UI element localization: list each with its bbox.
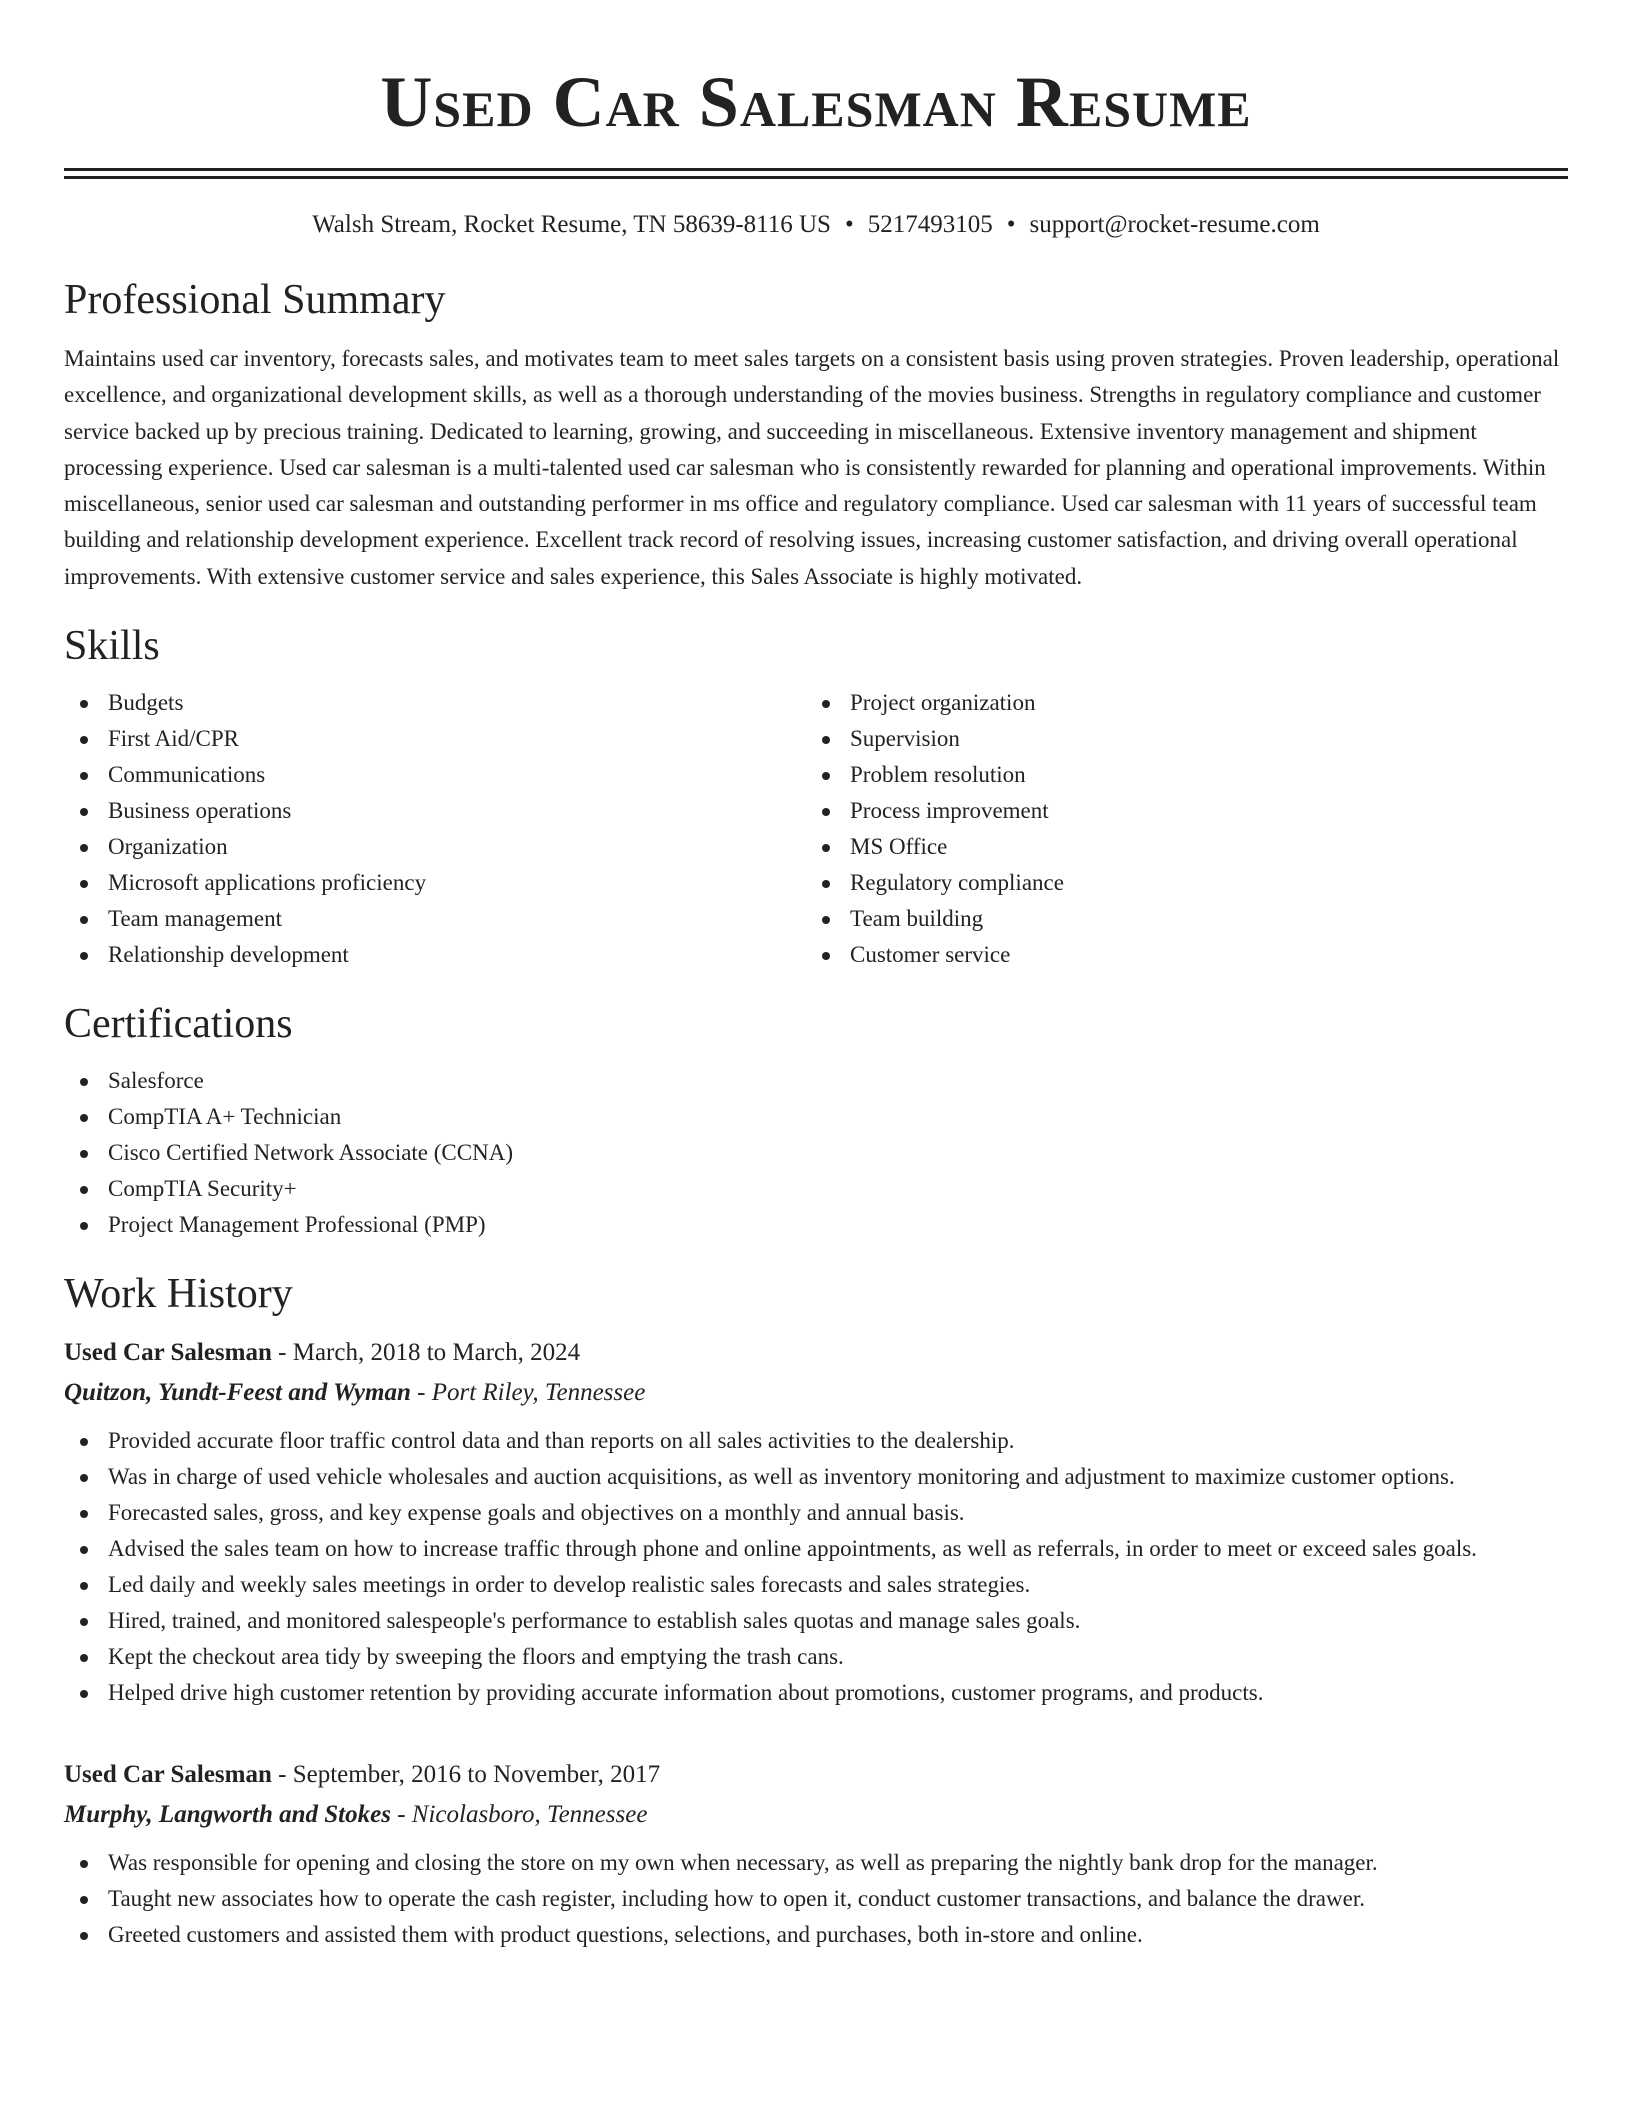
contact-email: support@rocket-resume.com — [1029, 211, 1320, 238]
skill-item: Customer service — [806, 937, 1548, 973]
job-dates: - March, 2018 to March, 2024 — [271, 1339, 581, 1367]
duty-item: Hired, trained, and monitored salespeople's performance to establish sales quotas and manage sales goals. — [64, 1603, 1568, 1639]
skill-item: Problem resolution — [806, 757, 1548, 793]
contact-separator: • — [844, 211, 854, 238]
skill-item: Project organization — [806, 685, 1548, 721]
certifications-list — [64, 1063, 1568, 1243]
skills-list-left — [64, 685, 806, 973]
skill-item: Team building — [806, 901, 1548, 937]
summary-text: Maintains used car inventory, forecasts sales, and motivates team to meet sales targets on a consistent basis using proven strategies. Proven leadership, operational excellence, and organizational development skills, as well as a thorough understanding of the movies business. Strengths in regulatory compliance and customer service backed up by precious training. Dedicated to learning, growing, and succeeding in miscellaneous. Extensive inventory management and shipment processing experience. Used car salesman is a multi-talented used car salesman who is consistently rewarded for planning and operational improvements. Within miscellaneous, senior used car salesman and outstanding performer in ms office and regulatory compliance. Used car salesman with 11 years of successful team building and relationship development experience. Excellent track record of resolving issues, increasing customer satisfaction, and driving overall operational improvements. With extensive customer service and sales experience, this Sales Associate is highly motivated. — [64, 346, 1560, 589]
contact-separator: • — [1006, 211, 1016, 238]
job-entry — [64, 1333, 1568, 1711]
skill-item: Relationship development — [64, 937, 806, 973]
work-history-heading: Work History — [64, 1271, 293, 1318]
job-title-line — [64, 1755, 1568, 1795]
title-divider-bottom — [64, 176, 1568, 179]
page-title: Used Car Salesman Resume — [380, 62, 1252, 142]
job-dates: - September, 2016 to November, 2017 — [271, 1761, 661, 1789]
duty-item: Advised the sales team on how to increase traffic through phone and online appointments, as well as referrals, in order to meet or exceed sales goals. — [64, 1531, 1568, 1567]
skill-item: Organization — [64, 829, 806, 865]
duty-item: Taught new associates how to operate the cash register, including how to open it, conduct customer transactions, and balance the drawer. — [64, 1881, 1568, 1917]
contact-address: Walsh Stream, Rocket Resume, TN 58639-8116 US — [312, 211, 831, 238]
skills-list-right — [806, 685, 1548, 973]
job-title: Used Car Salesman — [64, 1761, 272, 1789]
certification-item: Project Management Professional (PMP) — [64, 1207, 1568, 1243]
job-duties-list — [64, 1423, 1568, 1711]
duty-item: Provided accurate floor traffic control data and than reports on all sales activities to the dealership. — [64, 1423, 1568, 1459]
duty-item: Was in charge of used vehicle wholesales and auction acquisitions, as well as inventory monitoring and adjustment to maximize customer options. — [64, 1459, 1568, 1495]
duty-item: Was responsible for opening and closing the store on my own when necessary, as well as preparing the nightly bank drop for the manager. — [64, 1845, 1568, 1881]
certifications-heading: Certifications — [64, 1001, 293, 1048]
job-company-line — [64, 1373, 1568, 1413]
duty-item: Helped drive high customer retention by providing accurate information about promotions, customer programs, and products. — [64, 1675, 1568, 1711]
skill-item: Microsoft applications proficiency — [64, 865, 806, 901]
duty-item: Forecasted sales, gross, and key expense goals and objectives on a monthly and annual basis. — [64, 1495, 1568, 1531]
skill-item: Business operations — [64, 793, 806, 829]
job-company: Murphy, Langworth and Stokes — [64, 1801, 391, 1829]
job-title: Used Car Salesman — [64, 1339, 272, 1367]
duty-item: Led daily and weekly sales meetings in order to develop realistic sales forecasts and sales strategies. — [64, 1567, 1568, 1603]
certification-item: CompTIA A+ Technician — [64, 1099, 1568, 1135]
skill-item: Communications — [64, 757, 806, 793]
certification-item: Salesforce — [64, 1063, 1568, 1099]
job-company-line — [64, 1795, 1568, 1835]
job-duties-list — [64, 1845, 1568, 1953]
certification-item: CompTIA Security+ — [64, 1171, 1568, 1207]
skill-item: Regulatory compliance — [806, 865, 1548, 901]
skills-heading: Skills — [64, 623, 160, 670]
resume-page — [64, 0, 1568, 1953]
skills-columns — [64, 685, 1568, 973]
job-entry — [64, 1755, 1568, 1953]
duty-item: Greeted customers and assisted them with product questions, selections, and purchases, both in-store and online. — [64, 1917, 1568, 1953]
contact-line — [64, 209, 1568, 241]
certification-item: Cisco Certified Network Associate (CCNA) — [64, 1135, 1568, 1171]
skill-item: MS Office — [806, 829, 1548, 865]
skill-item: First Aid/CPR — [64, 721, 806, 757]
duty-item: Kept the checkout area tidy by sweeping the floors and emptying the trash cans. — [64, 1639, 1568, 1675]
skill-item: Supervision — [806, 721, 1548, 757]
skill-item: Process improvement — [806, 793, 1548, 829]
summary-heading: Professional Summary — [64, 277, 446, 323]
job-location: - Port Riley, Tennessee — [410, 1379, 646, 1407]
job-title-line — [64, 1333, 1568, 1373]
job-location: - Nicolasboro, Tennessee — [390, 1801, 648, 1829]
skill-item: Team management — [64, 901, 806, 937]
contact-phone: 5217493105 — [867, 211, 993, 238]
skill-item: Budgets — [64, 685, 806, 721]
job-company: Quitzon, Yundt-Feest and Wyman — [64, 1379, 411, 1407]
